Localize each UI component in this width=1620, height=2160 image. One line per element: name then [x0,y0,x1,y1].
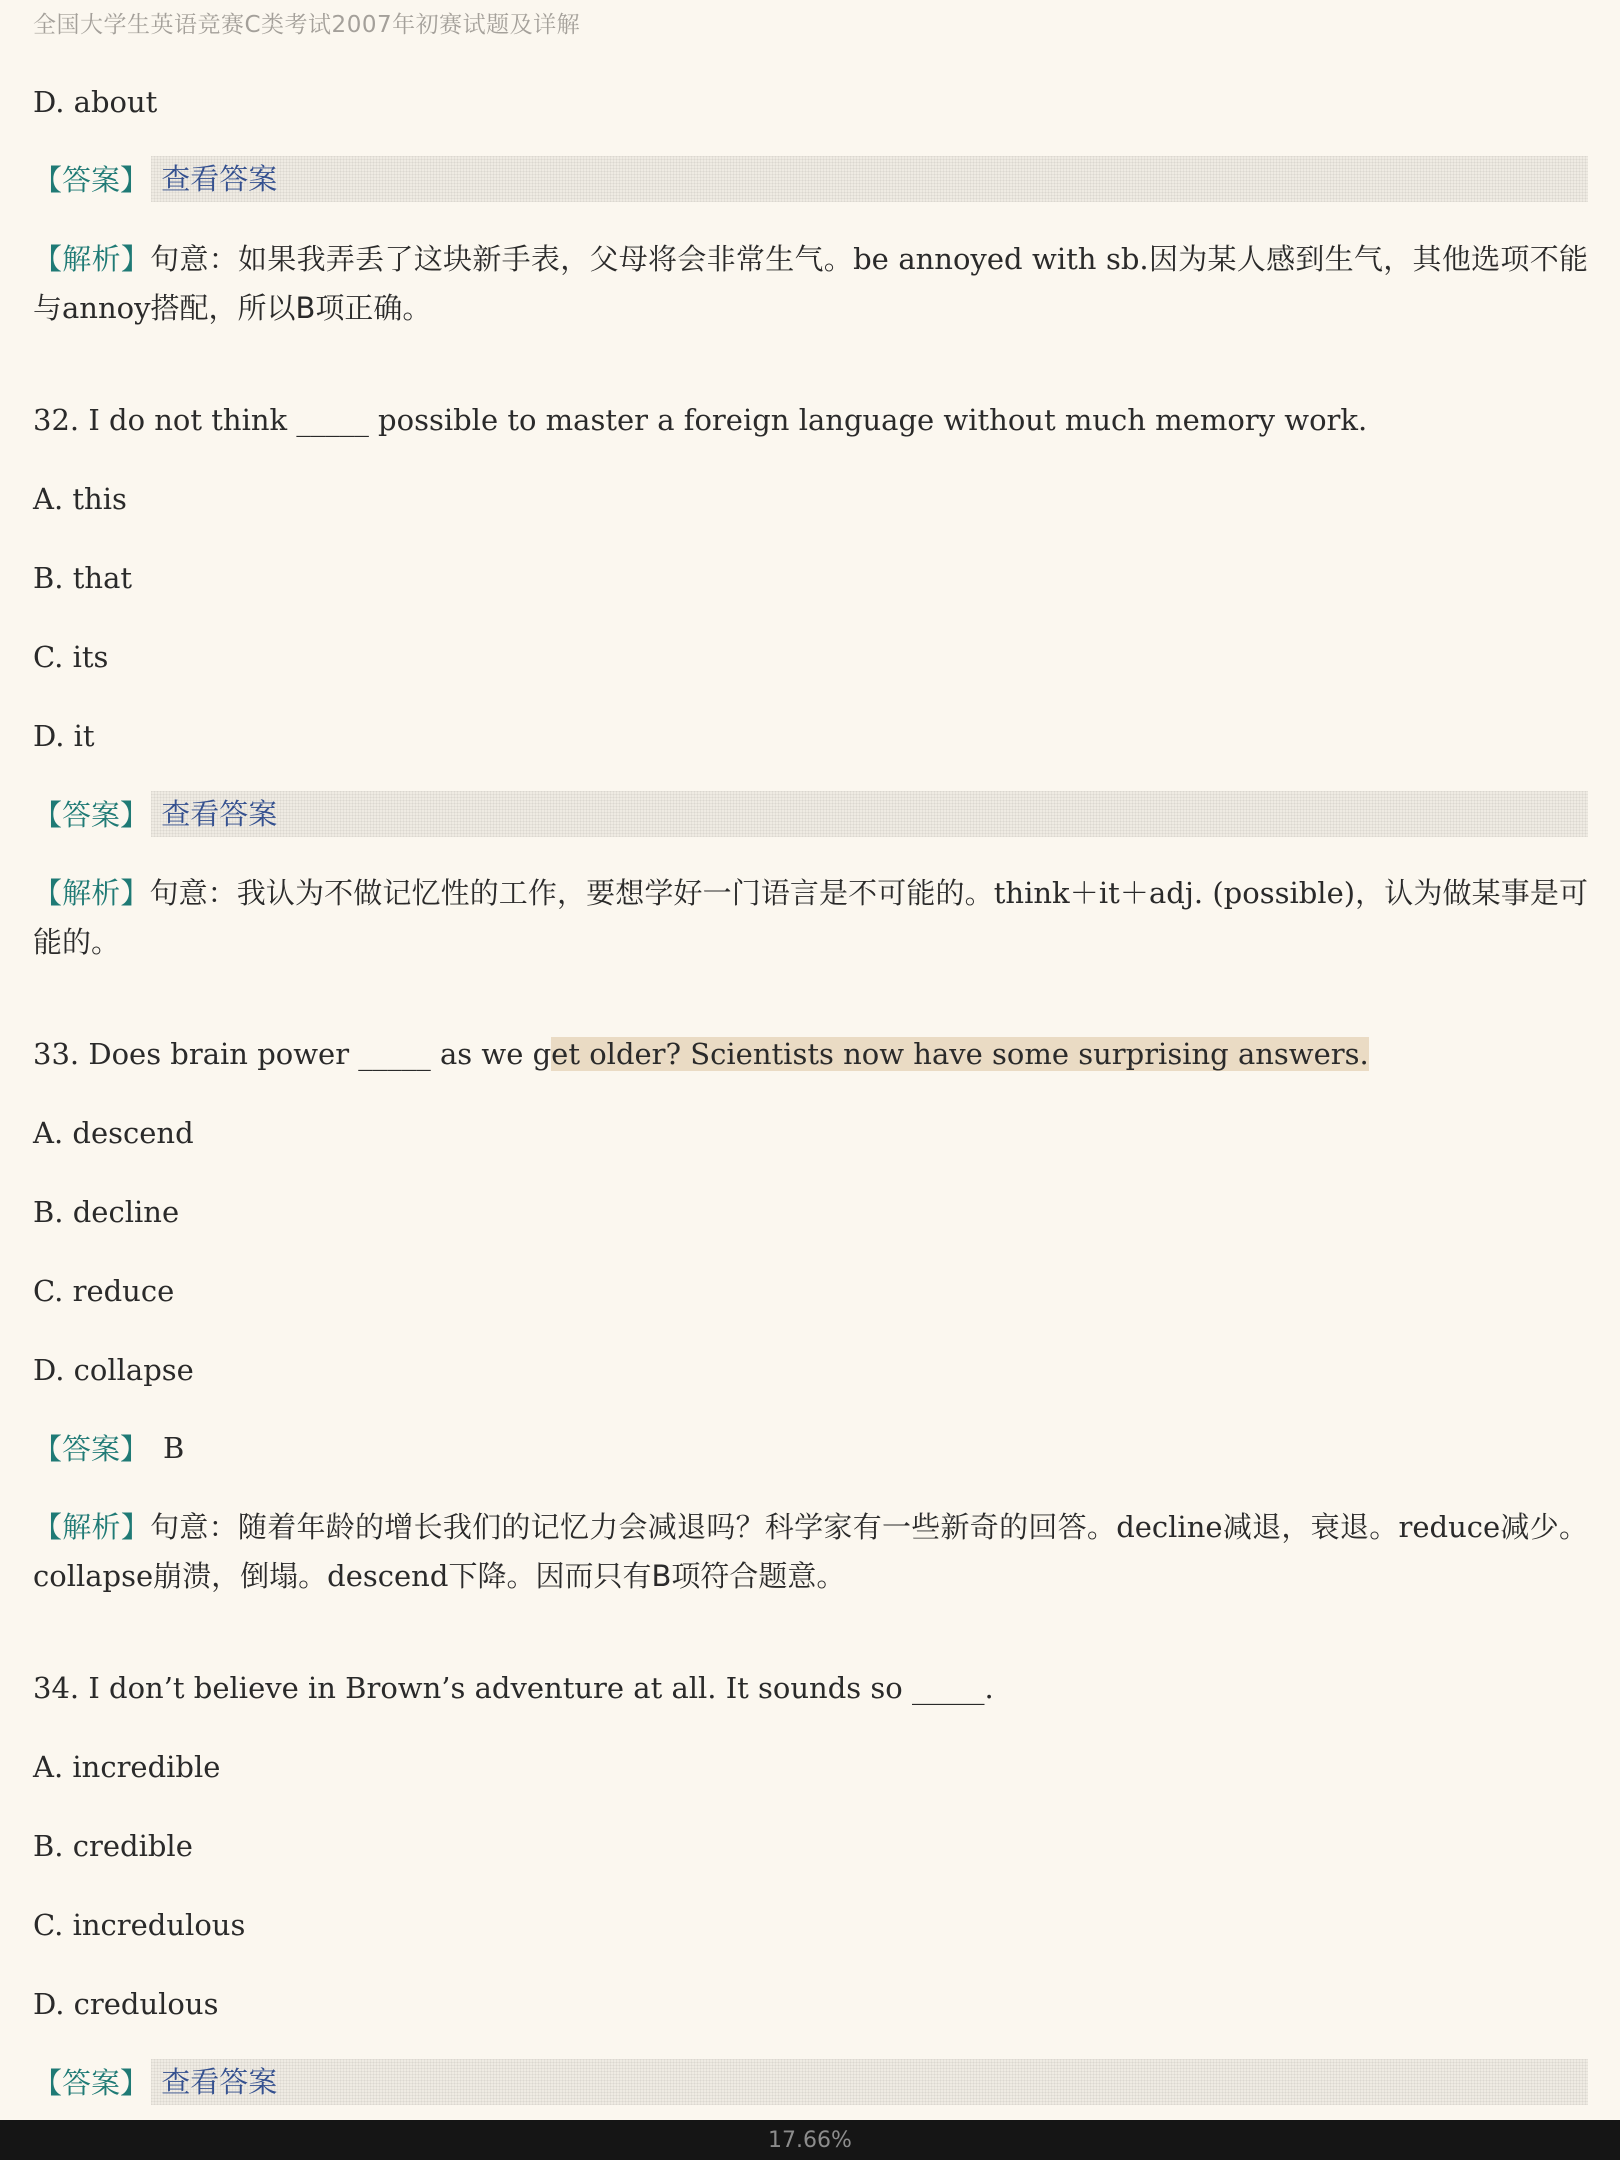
q33-answer-value: B [163,1430,185,1465]
answer-label: 【答案】 [33,2066,150,2100]
q34-stem: 34. I don’t believe in Brown’s adventure at all. It sounds so _____. [33,1671,994,1705]
analysis-label: 【解析】 [33,1510,151,1544]
q33-analysis: 【解析】句意：随着年龄的增长我们的记忆力会减退吗？科学家有一些新奇的回答。decline减退，衰退。reduce减少。collapse崩溃，倒塌。descend下降。因而只有B项符合题意。 [33,1510,1588,1593]
analysis-label: 【解析】 [33,876,150,910]
q32-option-b: B. that [33,561,133,595]
q33-option-b: B. decline [33,1195,180,1229]
reading-progress-bar [0,2120,1620,2160]
q32-reveal-answer-button[interactable]: 查看答案 [151,791,1588,837]
q32-answer-row [33,789,1588,838]
analysis-label: 【解析】 [33,242,151,276]
answer-label: 【答案】 [33,163,150,197]
q33-option-d: D. collapse [33,1353,194,1387]
q34-reveal-answer-button[interactable]: 查看答案 [151,2059,1588,2105]
q31-option-d: D. about [33,85,158,119]
q33-stem: 33. Does brain power _____ as we get older? Scientists now have some surprising answers. [33,1037,1369,1071]
q34-answer-row [33,2057,1588,2106]
q32-option-a: A. this [33,482,127,516]
q34-option-d: D. credulous [33,1987,219,2021]
q32-analysis: 【解析】句意：我认为不做记忆性的工作，要想学好一门语言是不可能的。think＋it＋adj. (possible)，认为做某事是可能的。 [33,876,1588,959]
q33-answer-row [33,1423,184,1472]
reading-progress-percent: 17.66% [768,2127,852,2153]
q34-option-b: B. credible [33,1829,193,1863]
answer-label: 【答案】 [33,798,150,832]
q31-reveal-answer-button[interactable]: 查看答案 [151,156,1588,202]
q34-option-a: A. incredible [33,1750,221,1784]
q33-option-c: C. reduce [33,1274,175,1308]
q32-stem: 32. I do not think _____ possible to master a foreign language without much memory work. [33,403,1368,437]
document-title: 全国大学生英语竞赛C类考试2007年初赛试题及详解 [33,12,581,38]
q31-answer-row [33,154,1588,203]
q32-option-d: D. it [33,719,95,753]
q31-analysis: 【解析】句意：如果我弄丢了这块新手表，父母将会非常生气。be annoyed with sb.因为某人感到生气，其他选项不能与annoy搭配，所以B项正确。 [33,242,1588,325]
answer-label: 【答案】 [33,1432,150,1466]
text-highlight[interactable]: et older? Scientists now have some surprising answers. [551,1037,1369,1071]
q33-option-a: A. descend [33,1116,194,1150]
q32-option-c: C. its [33,640,109,674]
q34-option-c: C. incredulous [33,1908,246,1942]
